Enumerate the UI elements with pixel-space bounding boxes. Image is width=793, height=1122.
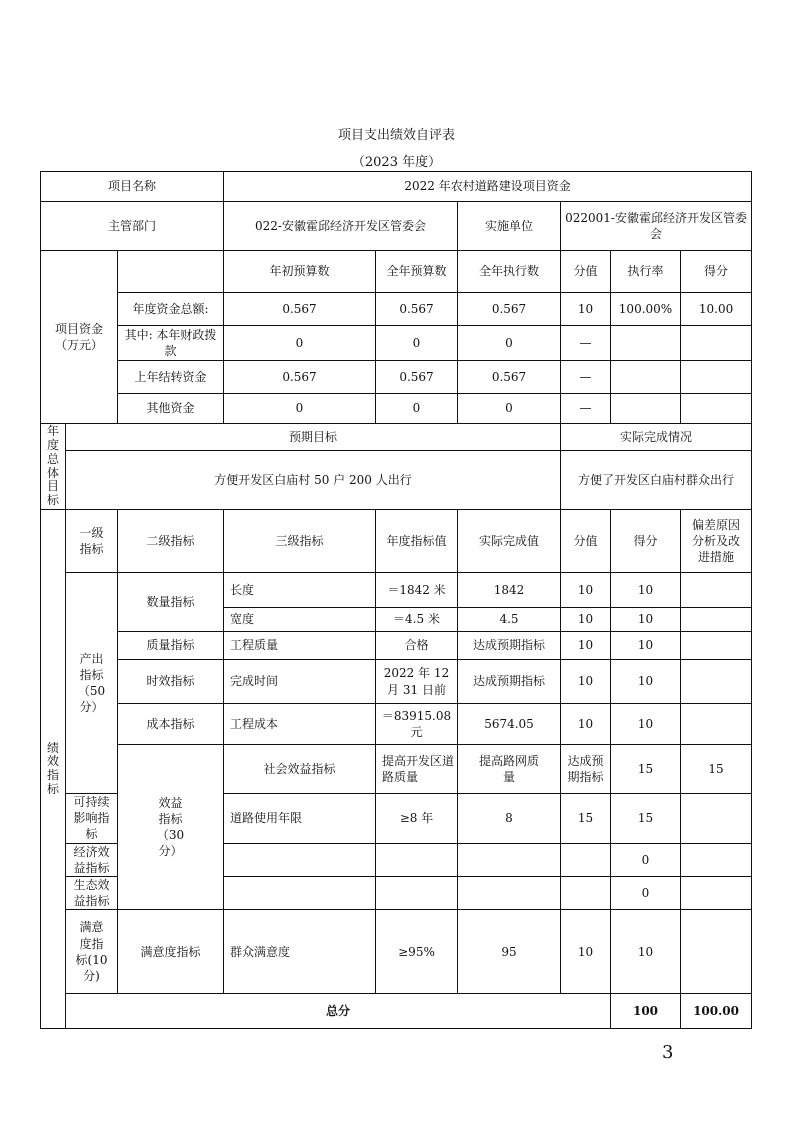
project-name-label: 项目名称 xyxy=(41,172,224,202)
deviation-cell xyxy=(681,608,752,632)
score-cell: 10 xyxy=(611,704,681,745)
funds-cell: — xyxy=(561,326,611,361)
actual-cell xyxy=(458,843,561,876)
perf-header-actual: 实际完成值 xyxy=(458,510,561,573)
funds-cell: 0.567 xyxy=(458,361,561,394)
funds-cell: 0 xyxy=(376,326,458,361)
deviation-cell xyxy=(681,632,752,660)
actual-cell: 达成预期指标 xyxy=(458,632,561,660)
sv-cell: 10 xyxy=(561,704,611,745)
score-cell: 15 xyxy=(681,745,752,794)
perf-header-target: 年度指标值 xyxy=(376,510,458,573)
deviation-cell xyxy=(681,660,752,704)
l2-cell: 满意度指标 xyxy=(118,910,224,994)
l3-cell: 提高开发区道路质量 xyxy=(376,745,458,794)
target-cell: ＝1842 米 xyxy=(376,573,458,608)
table-row xyxy=(41,293,752,326)
goals-expected: 方便开发区白庙村 50 户 200 人出行 xyxy=(66,451,561,510)
goals-actual: 方便了开发区白庙村群众出行 xyxy=(561,451,752,510)
actual-cell: 达成预期指标 xyxy=(561,745,611,794)
deviation-cell xyxy=(681,704,752,745)
funds-row-label: 其中: 本年财政拨款 xyxy=(118,326,224,361)
goals-actual-header: 实际完成情况 xyxy=(561,424,752,451)
total-label: 总分 xyxy=(66,994,611,1029)
impl-value: 022001-安徽霍邱经济开发区管委会 xyxy=(561,202,752,251)
score-cell: 10 xyxy=(611,632,681,660)
sv-cell xyxy=(561,876,611,909)
funds-cell: 0 xyxy=(224,326,376,361)
target-cell: ≥8 年 xyxy=(376,794,458,844)
evaluation-table xyxy=(40,171,752,1029)
dept-value: 022-安徽霍邱经济开发区管委会 xyxy=(224,202,458,251)
sv-cell: 10 xyxy=(561,632,611,660)
sv-cell: 10 xyxy=(561,910,611,994)
target-cell: ≥95% xyxy=(376,910,458,994)
l2-cell: 成本指标 xyxy=(118,704,224,745)
benefit-label: 效益 指标 （30 分） xyxy=(118,745,224,910)
funds-header-initial: 年初预算数 xyxy=(224,251,376,293)
satisfaction-label: 满意 度指 标(10 分) xyxy=(66,910,118,994)
sv-cell: 10 xyxy=(561,573,611,608)
goals-label: 年 度 总 体 目 标 xyxy=(41,424,66,510)
table-row xyxy=(41,573,752,608)
perf-header-level3: 三级指标 xyxy=(224,510,376,573)
funds-cell: 10.00 xyxy=(681,293,752,326)
perf-header-deviation: 偏差原因 分析及改 进措施 xyxy=(681,510,752,573)
l2-cell: 经济效益指标 xyxy=(66,843,118,876)
sv-cell: 10 xyxy=(561,660,611,704)
actual-cell xyxy=(458,876,561,909)
total-score: 100.00 xyxy=(681,994,752,1029)
l2-cell: 质量指标 xyxy=(118,632,224,660)
table-row xyxy=(41,632,752,660)
actual-cell: 达成预期指标 xyxy=(458,660,561,704)
target-cell: 合格 xyxy=(376,632,458,660)
l3-cell: 群众满意度 xyxy=(224,910,376,994)
l2-cell: 社会效益指标 xyxy=(224,745,376,794)
l3-cell: 道路使用年限 xyxy=(224,794,376,844)
funds-row-label: 上年结转资金 xyxy=(118,361,224,394)
score-cell: 10 xyxy=(611,608,681,632)
impl-label: 实施单位 xyxy=(458,202,561,251)
score-cell: 10 xyxy=(611,660,681,704)
quantity-label: 数量指标 xyxy=(118,573,224,632)
funds-header-score: 得分 xyxy=(681,251,752,293)
funds-label: 项目资金 （万元） xyxy=(41,251,118,424)
page-subtitle: （2023 年度） xyxy=(351,155,442,170)
actual-cell: 1842 xyxy=(458,573,561,608)
funds-cell: 100.00% xyxy=(611,293,681,326)
target-cell xyxy=(376,843,458,876)
funds-cell xyxy=(681,326,752,361)
table-row xyxy=(41,326,752,361)
table-row xyxy=(41,660,752,704)
l2-cell: 生态效益指标 xyxy=(66,876,118,909)
funds-cell: 0 xyxy=(458,394,561,424)
l3-cell: 长度 xyxy=(224,573,376,608)
project-name-value: 2022 年农村道路建设项目资金 xyxy=(224,172,752,202)
deviation-cell xyxy=(681,910,752,994)
score-cell: 0 xyxy=(611,843,681,876)
funds-header-annual: 全年预算数 xyxy=(376,251,458,293)
funds-cell xyxy=(681,361,752,394)
funds-cell xyxy=(681,394,752,424)
funds-cell: 0 xyxy=(458,326,561,361)
sv-cell xyxy=(561,843,611,876)
target-cell: 提高路网质 量 xyxy=(458,745,561,794)
perf-header-level2: 二级指标 xyxy=(118,510,224,573)
funds-cell: 10 xyxy=(561,293,611,326)
deviation-cell xyxy=(681,573,752,608)
l3-cell: 宽度 xyxy=(224,608,376,632)
funds-cell: 0 xyxy=(376,394,458,424)
score-cell: 15 xyxy=(611,794,681,844)
funds-header-executed: 全年执行数 xyxy=(458,251,561,293)
l3-cell xyxy=(224,843,376,876)
l3-cell xyxy=(224,876,376,909)
funds-row-label: 年度资金总额: xyxy=(118,293,224,326)
page-title: 项目支出绩效自评表 xyxy=(337,128,455,143)
actual-cell: 5674.05 xyxy=(458,704,561,745)
page-number: 3 xyxy=(662,1042,674,1063)
deviation-cell xyxy=(681,794,752,844)
table-row xyxy=(41,361,752,394)
total-score-value: 100 xyxy=(611,994,681,1029)
target-cell: 2022 年 12 月 31 日前 xyxy=(376,660,458,704)
perf-header-level1: 一级 指标 xyxy=(66,510,118,573)
target-cell: ＝83915.08 元 xyxy=(376,704,458,745)
l3-cell: 完成时间 xyxy=(224,660,376,704)
score-cell: 10 xyxy=(611,910,681,994)
funds-cell: 0.567 xyxy=(376,361,458,394)
actual-cell: 95 xyxy=(458,910,561,994)
sv-cell: 15 xyxy=(611,745,681,794)
funds-header-rate: 执行率 xyxy=(611,251,681,293)
output-label: 产出 指标 （50 分） xyxy=(66,573,118,794)
funds-cell: 0.567 xyxy=(224,361,376,394)
l2-cell: 可持续影响指 标 xyxy=(66,794,118,844)
deviation-cell xyxy=(681,876,752,909)
score-cell: 10 xyxy=(611,573,681,608)
funds-cell xyxy=(611,326,681,361)
funds-cell: 0.567 xyxy=(376,293,458,326)
table-row xyxy=(41,394,752,424)
perf-label: 绩 效 指 标 xyxy=(41,510,66,1029)
funds-cell: 0 xyxy=(224,394,376,424)
target-cell: ＝4.5 米 xyxy=(376,608,458,632)
funds-cell xyxy=(611,394,681,424)
sv-cell: 10 xyxy=(561,608,611,632)
dept-label: 主管部门 xyxy=(41,202,224,251)
l3-cell: 工程成本 xyxy=(224,704,376,745)
funds-cell: 0.567 xyxy=(224,293,376,326)
funds-header-score-value: 分值 xyxy=(561,251,611,293)
target-cell xyxy=(376,876,458,909)
funds-row-label: 其他资金 xyxy=(118,394,224,424)
table-row xyxy=(41,745,752,794)
perf-header-score: 得分 xyxy=(611,510,681,573)
perf-header-score-value: 分值 xyxy=(561,510,611,573)
total-row xyxy=(41,994,752,1029)
goals-expected-header: 预期目标 xyxy=(66,424,561,451)
funds-cell xyxy=(611,361,681,394)
l3-cell: 工程质量 xyxy=(224,632,376,660)
table-row xyxy=(41,910,752,994)
actual-cell: 8 xyxy=(458,794,561,844)
l2-cell: 时效指标 xyxy=(118,660,224,704)
sv-cell: 15 xyxy=(561,794,611,844)
funds-cell: — xyxy=(561,394,611,424)
funds-cell: — xyxy=(561,361,611,394)
actual-cell: 4.5 xyxy=(458,608,561,632)
funds-header-empty xyxy=(118,251,224,293)
funds-cell: 0.567 xyxy=(458,293,561,326)
score-cell: 0 xyxy=(611,876,681,909)
deviation-cell xyxy=(681,843,752,876)
table-row xyxy=(41,704,752,745)
